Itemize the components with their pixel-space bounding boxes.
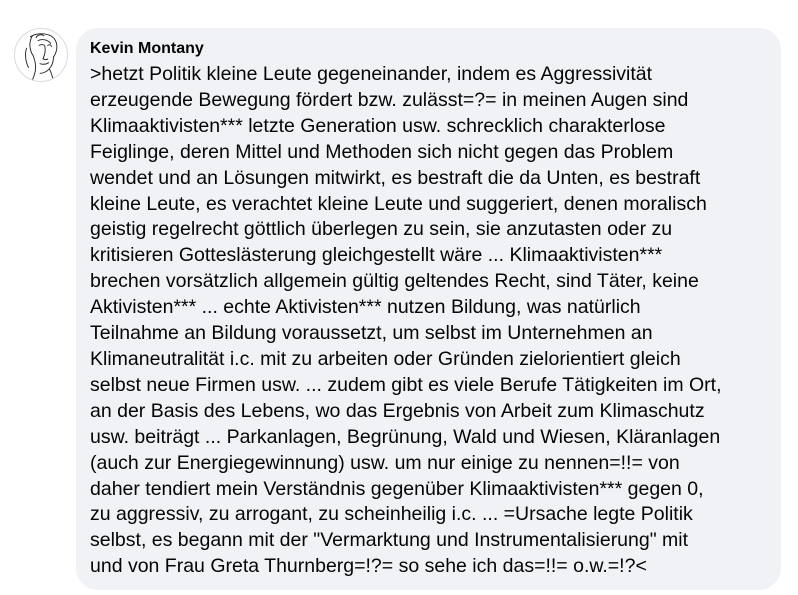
comment-bubble bbox=[76, 28, 781, 590]
sketched-face-avatar-icon bbox=[15, 29, 67, 81]
comment-author[interactable]: Kevin Montany bbox=[90, 40, 204, 57]
avatar[interactable] bbox=[14, 28, 68, 82]
comment-text: >hetzt Politik kleine Leute gegeneinander, indem es Aggressivität erzeugende Bewegung fördert bzw. zulässt=?= in meinen Augen sind Klimaaktivisten*** letzte Generation usw. schrecklich charakterlose Feiglinge, deren Mittel und Methoden sich nicht gegen das Problem wendet und an Lösungen mitwirkt, es bestraft die da Unten, es bestraft kleine Leute, es verachtet kleine Leute und suggeriert, denen moralisch geistig regelrecht göttlich überlegen zu sein, sie anzutasten oder zu kritisieren Gotteslästerung gleichgestellt wäre ... Klimaaktivisten*** brechen vorsätzlich allgemein gültig geltendes Recht, sind Täter, keine Aktivisten*** ... echte Aktivisten*** nutzen Bildung, was natürlich Teilnahme an Bildung voraussetzt, um selbst im Unternehmen an Klimaneutralität i.c. mit zu arbeiten oder Gründen zielorientiert gleich selbst neue Firmen usw. ... zudem gibt es viele Berufe Tätigkeiten im Ort, an der Basis des Lebens, wo das Ergebnis von Arbeit zum Klimaschutz usw. beiträgt ... Parkanlagen, Begrünung, Wald und Wiesen, Kläranlagen (auch zur Energiegewinnung) usw. um nur einige zu nennen=!!= von daher tendiert mein Verständnis gegenüber Klimaaktivisten*** gegen 0, zu aggressiv, zu arrogant, zu scheinheilig i.c. ... =Ursache legte Politik selbst, es begann mit der "Vermarktung und Instrumentalisierung" mit und von Frau Greta Thurnberg=!?= so sehe ich das=!!= o.w.=!?< bbox=[90, 63, 722, 578]
